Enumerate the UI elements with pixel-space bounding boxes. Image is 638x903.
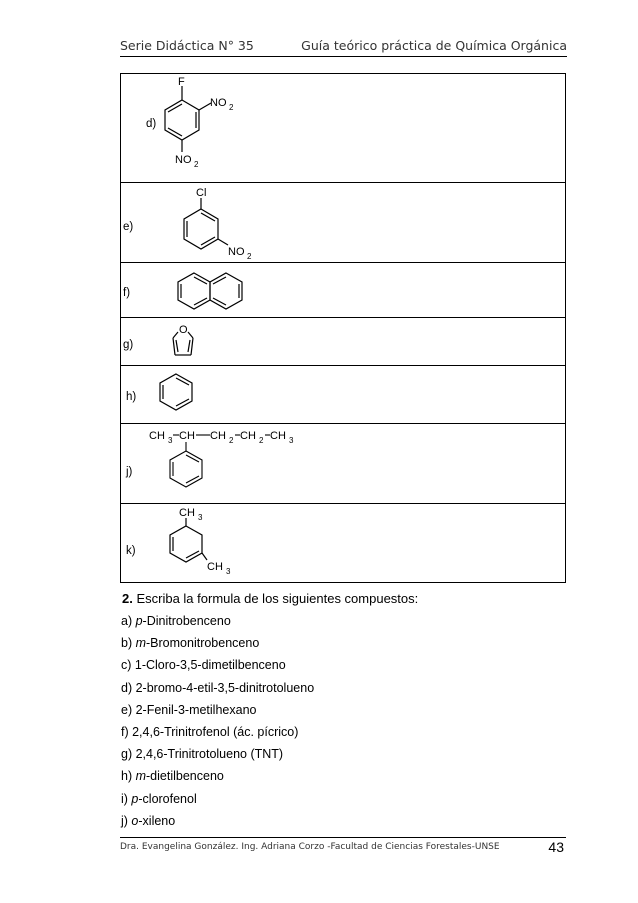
list-item — [121, 681, 314, 703]
nitro-group: NO — [228, 246, 245, 258]
question-heading — [122, 591, 418, 606]
nitro-group: NO — [175, 154, 192, 166]
subscript: 2 — [259, 436, 264, 445]
item-prefix: j) — [121, 813, 132, 828]
subscript: 2 — [229, 103, 234, 112]
subscript: 3 — [289, 436, 294, 445]
methyl-group: CH — [179, 507, 195, 519]
fluoro-dinitrobenzene-structure — [156, 74, 296, 182]
table-row-d — [121, 74, 565, 182]
item-prefix: h) — [121, 769, 136, 784]
subscript: 3 — [198, 513, 203, 522]
list-item — [121, 703, 314, 725]
item-prefix: c) 1-Cloro-3,5-dimetilbenceno — [121, 658, 286, 673]
item-italic: o — [131, 813, 139, 828]
item-text: -dietilbenceno — [146, 769, 224, 784]
table-row-e — [121, 182, 565, 262]
row-label: e) — [123, 221, 134, 233]
question-text: Escriba la formula de los siguientes compuestos: — [132, 591, 419, 606]
page-number: 43 — [548, 839, 564, 855]
subscript: 2 — [229, 436, 234, 445]
list-item — [121, 769, 314, 791]
table-row-j — [121, 423, 565, 503]
phenylpentane-structure — [146, 424, 346, 504]
item-prefix: f) 2,4,6-Trinitrofenol (ác. pícrico) — [121, 724, 299, 739]
row-label: g) — [123, 339, 134, 351]
item-text: -Dinitrobenceno — [142, 614, 231, 628]
guide-title: Guía teórico práctica de Química Orgánica — [301, 38, 567, 53]
compound-list — [121, 614, 314, 836]
structures-table — [120, 73, 566, 583]
item-text: -Bromonitrobenceno — [146, 636, 260, 651]
row-label: h) — [126, 391, 137, 403]
subscript: 3 — [226, 567, 231, 576]
item-italic: m — [135, 769, 147, 784]
item-prefix: b) — [121, 636, 136, 651]
item-prefix: e) 2-Fenil-3-metilhexano — [121, 702, 257, 717]
item-prefix: g) 2,4,6-Trinitrotolueno (TNT) — [121, 747, 284, 762]
row-label: f) — [123, 287, 131, 299]
page-header — [120, 38, 567, 57]
list-item — [121, 614, 314, 636]
fluorine-atom: F — [178, 76, 185, 88]
methylene-group: CH — [240, 430, 256, 442]
row-label: k) — [126, 545, 136, 557]
subscript: 3 — [168, 436, 173, 445]
item-prefix: a) — [121, 614, 136, 628]
dimethylcyclohexadiene-structure — [149, 504, 299, 585]
subscript: 2 — [194, 160, 199, 169]
table-row-g — [121, 317, 565, 365]
table-row-h — [121, 365, 565, 423]
furan-structure — [163, 318, 233, 366]
list-item — [121, 747, 314, 769]
item-italic: p — [135, 614, 143, 628]
list-item — [121, 658, 314, 680]
naphthalene-structure — [173, 263, 283, 318]
question-number: 2. — [122, 591, 133, 606]
series-title: Serie Didáctica N° 35 — [120, 38, 254, 53]
methylene-group: CH — [210, 430, 226, 442]
chloronitrobenzene-structure — [176, 183, 326, 263]
list-item — [121, 792, 314, 814]
item-text: -clorofenol — [138, 791, 197, 806]
methyl-group: CH — [270, 430, 286, 442]
row-label: j) — [126, 466, 133, 478]
page-footer — [120, 837, 566, 855]
methyl-group: CH — [207, 561, 223, 573]
footer-authors: Dra. Evangelina González. Ing. Adriana Corzo -Facultad de Ciencias Forestales-UNSE — [120, 842, 500, 852]
oxygen-atom: O — [179, 324, 188, 336]
subscript: 2 — [247, 252, 252, 261]
item-prefix: i) — [121, 791, 132, 806]
item-italic: p — [131, 791, 139, 806]
table-row-f — [121, 262, 565, 317]
item-prefix: d) 2-bromo-4-etil-3,5-dinitrotolueno — [121, 680, 315, 695]
nitro-group: NO — [210, 97, 227, 109]
benzene-structure — [159, 366, 229, 424]
row-label: d) — [146, 118, 157, 130]
chlorine-atom: Cl — [196, 187, 207, 199]
methyl-group: CH — [149, 430, 165, 442]
methine-group: CH — [179, 430, 195, 442]
list-item — [121, 814, 314, 836]
item-italic: m — [135, 636, 147, 651]
list-item — [121, 725, 314, 747]
item-text: -xileno — [138, 813, 176, 828]
list-item — [121, 636, 314, 658]
table-row-k — [121, 503, 565, 584]
